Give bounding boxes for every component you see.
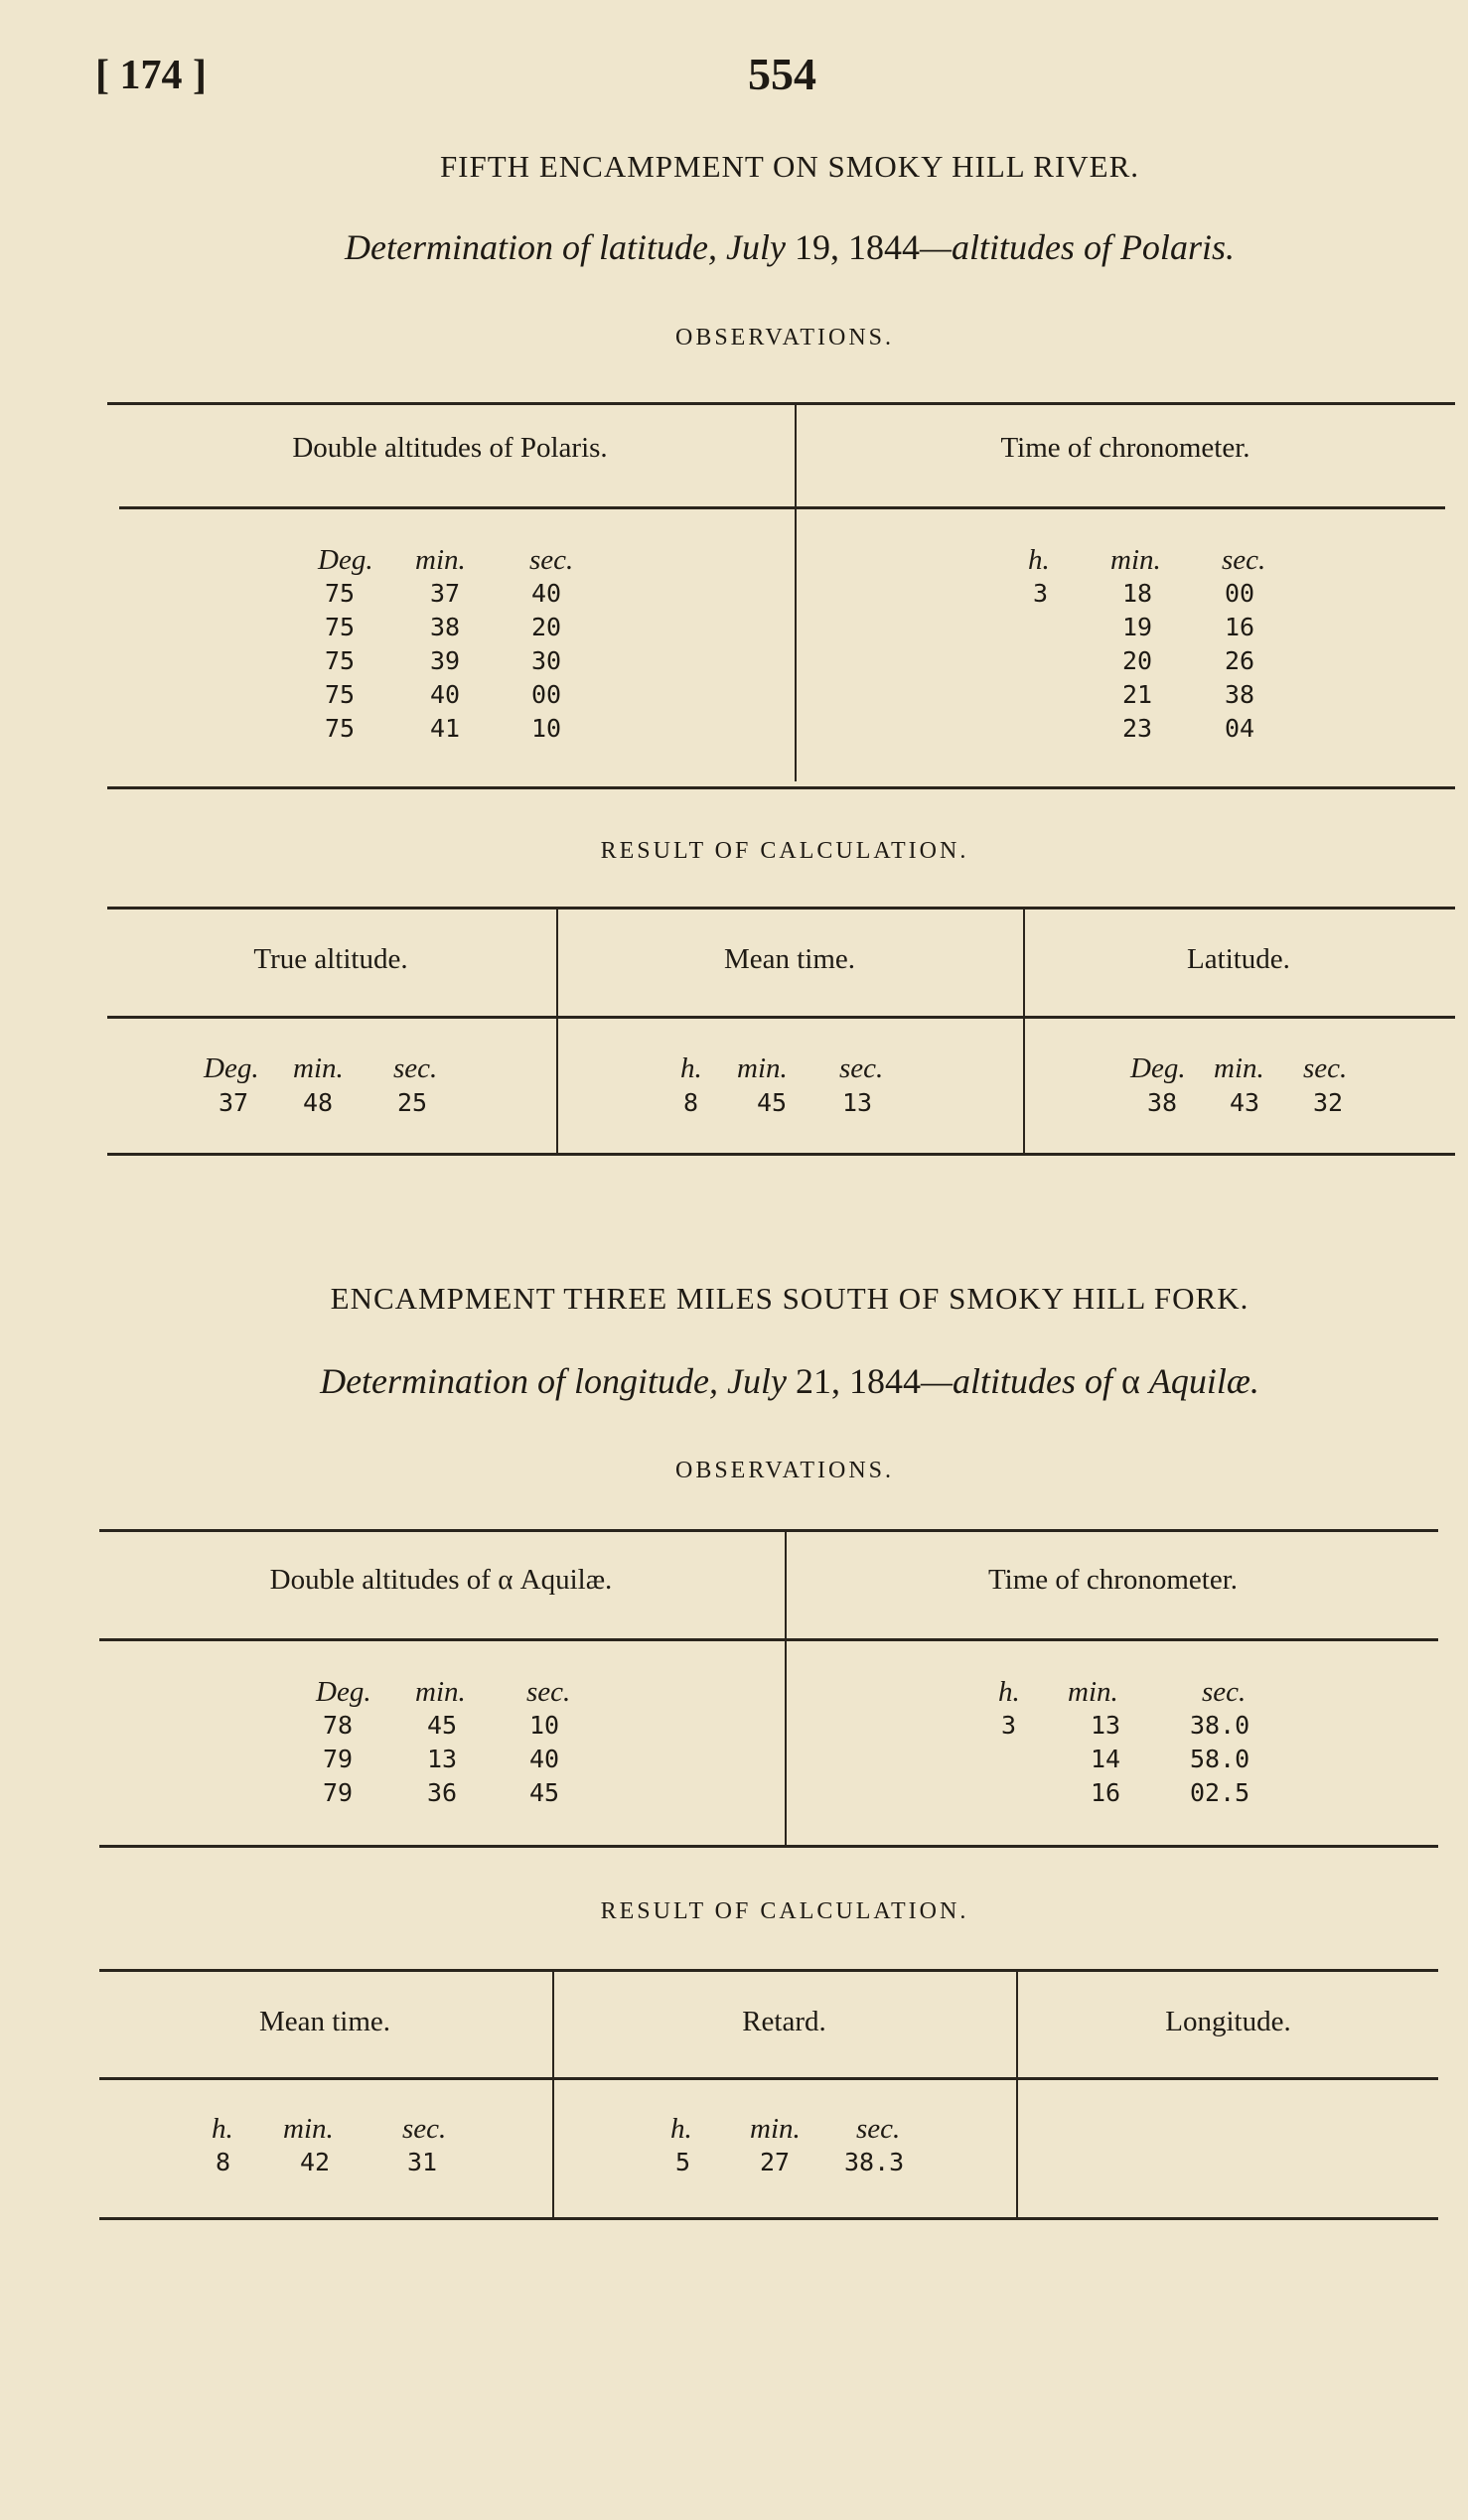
table-cell: 18: [1122, 579, 1153, 608]
retard-h: 5: [675, 2148, 691, 2176]
subtitle-part: —altitudes of: [921, 1361, 1113, 1401]
table-cell: 75: [325, 613, 356, 641]
table-cell: 10: [529, 1711, 560, 1740]
table-cell: 20: [1122, 646, 1153, 675]
unit-sec: sec.: [393, 1052, 438, 1084]
unit-sec: sec.: [1202, 1676, 1247, 1708]
section1-subtitle: [0, 226, 1468, 268]
subtitle-part: —altitudes of Polaris.: [919, 227, 1235, 267]
unit-min: min.: [750, 2113, 801, 2145]
table-cell: 40: [430, 680, 461, 709]
unit-min: min.: [283, 2113, 334, 2145]
table-cell: 20: [531, 613, 562, 641]
table-cell: 41: [430, 714, 461, 743]
unit-h: h.: [680, 1052, 702, 1084]
table-cell: 79: [323, 1778, 354, 1807]
unit-min: min.: [415, 544, 466, 576]
mean-time-sec: 31: [407, 2148, 438, 2176]
section2-heading: ENCAMPMENT THREE MILES SOUTH OF SMOKY HILL FORK.: [330, 1281, 1249, 1316]
unit-h: h.: [670, 2113, 692, 2145]
obs-col1-header: Double altitudes of Polaris.: [292, 432, 608, 464]
table-cell: 00: [1225, 579, 1255, 608]
unit-sec: sec.: [529, 544, 574, 576]
retard-min: 27: [760, 2148, 791, 2176]
result-col2-header: Mean time.: [723, 943, 856, 975]
table-cell: 3: [1001, 1711, 1017, 1740]
unit-sec: sec.: [526, 1676, 571, 1708]
table-cell: 78: [323, 1711, 354, 1740]
table-cell: 37: [430, 579, 461, 608]
section1-observations-label: OBSERVATIONS.: [674, 325, 894, 350]
table-cell: 04: [1225, 714, 1255, 743]
unit-min: min.: [1068, 1676, 1118, 1708]
table-rule: [107, 1016, 1455, 1019]
table-rule: [107, 907, 1455, 910]
table-cell: 40: [531, 579, 562, 608]
unit-sec: sec.: [856, 2113, 901, 2145]
unit-sec: sec.: [402, 2113, 447, 2145]
subtitle-part: Determination of longitude, July: [320, 1361, 787, 1401]
table-rule: [107, 786, 1455, 789]
table-cell: 3: [1033, 579, 1049, 608]
table-cell: 75: [325, 714, 356, 743]
table-divider: [795, 402, 797, 781]
subtitle-part: Determination of latitude, July: [345, 227, 786, 267]
table-cell: 38: [430, 613, 461, 641]
table-rule: [99, 2077, 1438, 2080]
retard-sec: 38.3: [844, 2148, 905, 2176]
table-cell: 75: [325, 646, 356, 675]
subtitle-date: 21, 1844: [787, 1361, 921, 1401]
table-cell: 79: [323, 1745, 354, 1773]
unit-h: h.: [998, 1676, 1020, 1708]
obs-col2-header: Time of chronometer.: [1000, 432, 1250, 464]
table-cell: 45: [427, 1711, 458, 1740]
table-cell: 38.0: [1190, 1711, 1250, 1740]
section2-result-label: RESULT OF CALCULATION.: [600, 1898, 969, 1924]
section1-heading: FIFTH ENCAMPMENT ON SMOKY HILL RIVER.: [439, 149, 1140, 184]
table-cell: 30: [531, 646, 562, 675]
table-cell: 40: [529, 1745, 560, 1773]
result-col3-header: Longitude.: [1165, 2006, 1291, 2037]
mean-time-h: 8: [216, 2148, 231, 2176]
table-cell: 38: [1225, 680, 1255, 709]
unit-min: min.: [415, 1676, 466, 1708]
true-altitude-deg: 37: [219, 1088, 249, 1117]
result-col2-header: Retard.: [742, 2006, 826, 2037]
table-divider: [785, 1529, 787, 1845]
mean-time-sec: 13: [842, 1088, 873, 1117]
table-rule: [99, 1969, 1438, 1972]
latitude-min: 43: [1230, 1088, 1260, 1117]
folio-bracketed-page: [ 174 ]: [95, 53, 207, 98]
unit-h: h.: [1028, 544, 1050, 576]
section2-observations-label: OBSERVATIONS.: [674, 1458, 894, 1483]
unit-h: h.: [212, 2113, 233, 2145]
unit-min: min.: [1214, 1052, 1264, 1084]
table-rule: [99, 1529, 1438, 1532]
table-rule: [107, 1153, 1455, 1156]
table-cell: 21: [1122, 680, 1153, 709]
unit-min: min.: [293, 1052, 344, 1084]
table-cell: 13: [1091, 1711, 1121, 1740]
latitude-sec: 32: [1313, 1088, 1344, 1117]
mean-time-min: 45: [757, 1088, 788, 1117]
table-cell: 19: [1122, 613, 1153, 641]
table-rule: [107, 402, 1455, 405]
table-cell: 16: [1225, 613, 1255, 641]
table-cell: 39: [430, 646, 461, 675]
table-cell: 75: [325, 579, 356, 608]
true-altitude-sec: 25: [397, 1088, 428, 1117]
table-cell: 14: [1091, 1745, 1121, 1773]
obs-col1-header: Double altitudes of α Aquilæ.: [269, 1564, 613, 1596]
unit-min: min.: [1110, 544, 1161, 576]
result-col3-header: Latitude.: [1187, 943, 1290, 975]
latitude-deg: 38: [1147, 1088, 1178, 1117]
section2-subtitle: [0, 1360, 1468, 1402]
unit-deg: Deg.: [1130, 1052, 1186, 1084]
unit-sec: sec.: [839, 1052, 884, 1084]
table-cell: 10: [531, 714, 562, 743]
table-cell: 23: [1122, 714, 1153, 743]
result-col1-header: Mean time.: [258, 2006, 391, 2037]
result-col1-header: True altitude.: [253, 943, 408, 975]
unit-min: min.: [737, 1052, 788, 1084]
mean-time-h: 8: [683, 1088, 699, 1117]
true-altitude-min: 48: [303, 1088, 334, 1117]
subtitle-date: 19, 1844: [785, 227, 920, 267]
unit-deg: Deg.: [204, 1052, 259, 1084]
folio-page-number: 554: [748, 49, 816, 99]
table-cell: 58.0: [1190, 1745, 1250, 1773]
unit-sec: sec.: [1222, 544, 1266, 576]
table-cell: 00: [531, 680, 562, 709]
table-cell: 02.5: [1190, 1778, 1250, 1807]
unit-deg: Deg.: [318, 544, 373, 576]
table-rule: [99, 2217, 1438, 2220]
table-cell: 75: [325, 680, 356, 709]
obs-col2-header: Time of chronometer.: [987, 1564, 1239, 1596]
table-cell: 13: [427, 1745, 458, 1773]
unit-sec: sec.: [1303, 1052, 1348, 1084]
table-cell: 45: [529, 1778, 560, 1807]
subtitle-greek: α: [1112, 1361, 1149, 1401]
unit-deg: Deg.: [316, 1676, 371, 1708]
subtitle-part: Aquilæ.: [1148, 1361, 1259, 1401]
table-cell: 26: [1225, 646, 1255, 675]
mean-time-min: 42: [300, 2148, 331, 2176]
section1-result-label: RESULT OF CALCULATION.: [600, 838, 969, 864]
table-rule: [99, 1845, 1438, 1848]
table-cell: 16: [1091, 1778, 1121, 1807]
table-rule: [119, 506, 1445, 509]
table-rule: [99, 1638, 1438, 1641]
table-cell: 36: [427, 1778, 458, 1807]
